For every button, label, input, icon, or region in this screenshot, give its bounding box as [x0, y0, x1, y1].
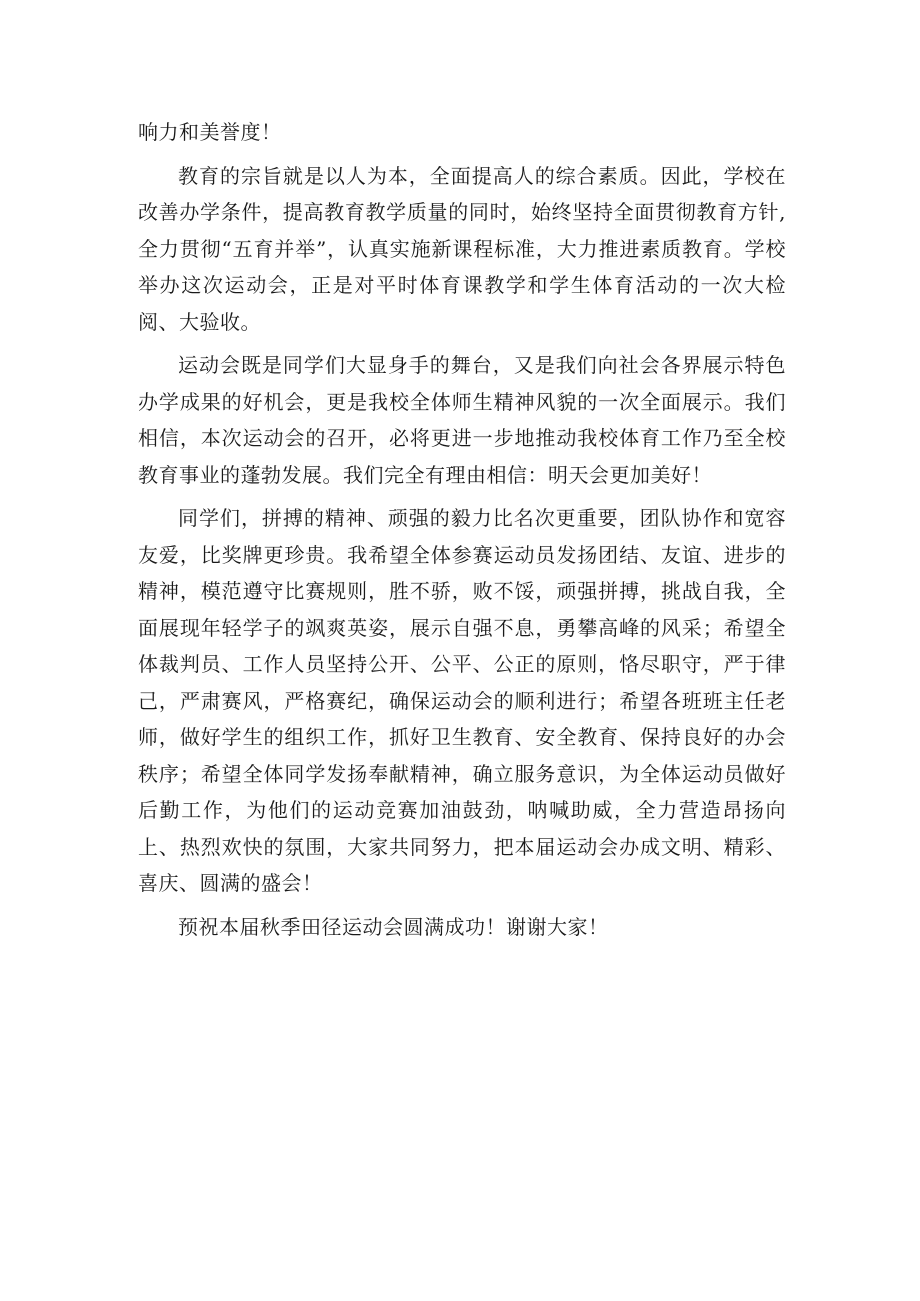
paragraph-sports-meet-stage: 运动会既是同学们大显身手的舞台，又是我们向社会各界展示特色办学成果的好机会，更是我校全体师生精神风貌的一次全面展示。我们相信，本次运动会的召开，必将更进一步地推动我校体育工作乃至全校教育事业的蓬勃发展。我们完全有理由相信：明天会更加美好！: [138, 353, 786, 487]
paragraph-closing-wish: 预祝本届秋季田径运动会圆满成功！谢谢大家！: [178, 914, 609, 939]
paragraph-continuation: 响力和美誉度！: [138, 120, 282, 144]
paragraph-education-purpose: 教育的宗旨就是以人为本，全面提高人的综合素质。因此，学校在改善办学条件，提高教育教学质量的同时，始终坚持全面贯彻教育方针,全力贯彻“五育并举”，认真实施新课程标准，大力推进素质教育。学校举办这次运动会，正是对平时体育课教学和学生体育活动的一次大检阅、大验收。: [138, 163, 786, 334]
document-body: [138, 114, 786, 952]
paragraph-expectations: 同学们，拼搏的精神、顽强的毅力比名次更重要，团队协作和宽容友爱，比奖牌更珍贵。我希望全体参赛运动员发扬团结、友谊、进步的精神，模范遵守比赛规则，胜不骄，败不馁，顽强拼搏，挑战自我，全面展现年轻学子的飒爽英姿，展示自强不息，勇攀高峰的风采；希望全体裁判员、工作人员坚持公开、公平、公正的原则，恪尽职守，严于律己，严肃赛风，严格赛纪，确保运动会的顺利进行；希望各班班主任老师，做好学生的组织工作，抓好卫生教育、安全教育、保持良好的办会秩序；希望全体同学发扬奉献精神，确立服务意识，为全体运动员做好后勤工作，为他们的运动竞赛加油鼓劲，呐喊助威，全力营造昂扬向上、热烈欢快的氛围，大家共同努力，把本届运动会办成文明、精彩、喜庆、圆满的盛会！: [138, 506, 786, 895]
